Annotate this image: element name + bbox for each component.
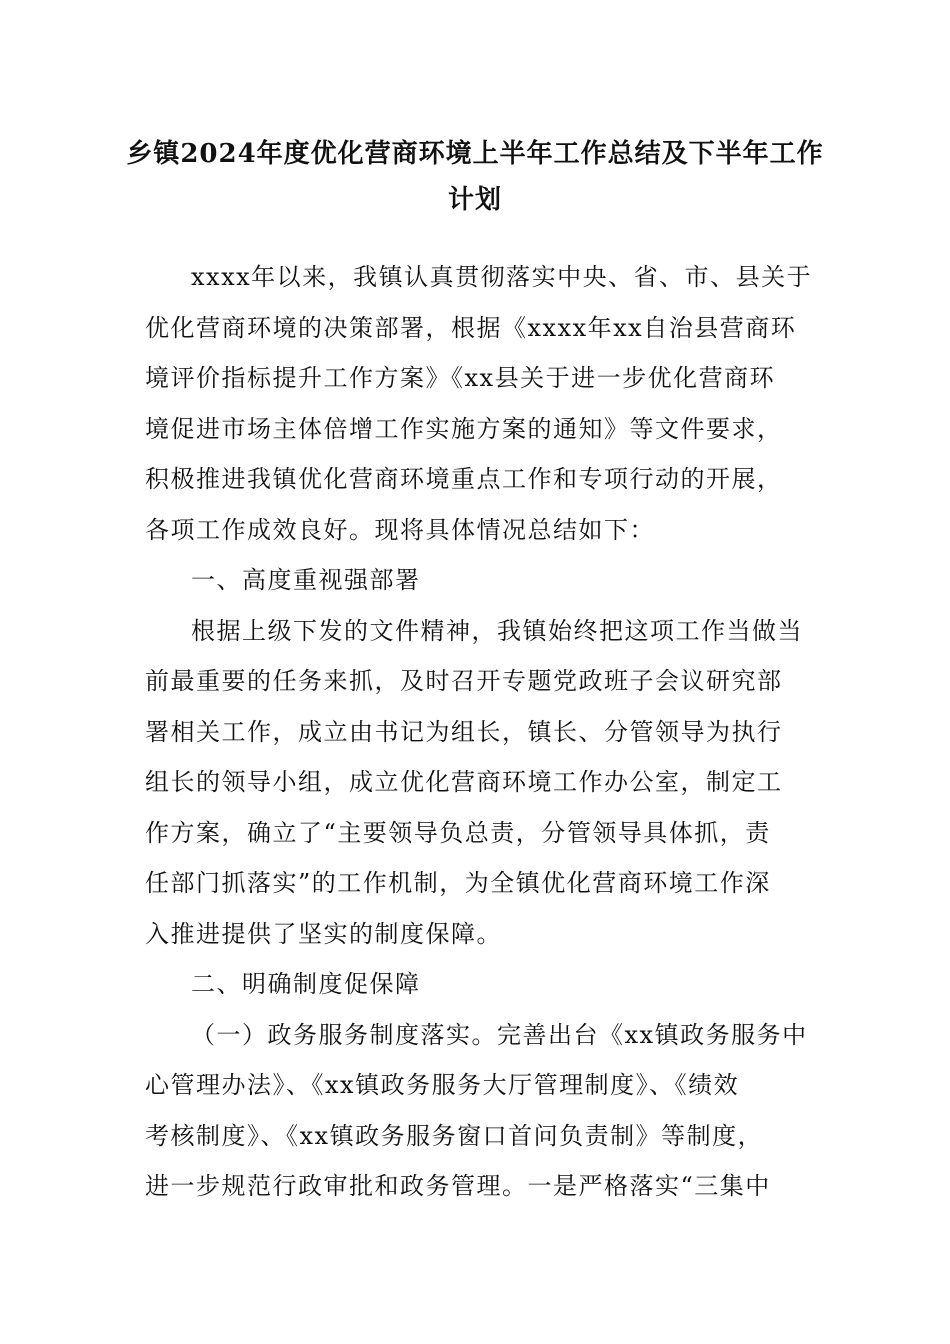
paragraph-section1-line: 入推进提供了坚实的制度保障。 — [145, 919, 502, 948]
paragraph-section1-line: 根据上级下发的文件精神，我镇始终把这项工作当做当 — [191, 616, 803, 645]
paragraph-section1-line: 前最重要的任务来抓，及时召开专题党政班子会议研究部 — [145, 667, 783, 695]
paragraph-intro-line: xxxx年以来，我镇认真贯彻落实中央、省、市、县关于 — [191, 263, 813, 291]
paragraph-intro-line: 境促进市场主体倍增工作实施方案的通知》等文件要求， — [145, 414, 783, 443]
paragraph-intro-line: 优化营商环境的决策部署，根据《xxxx年xx自治县营商环 — [145, 313, 797, 342]
paragraph-section2-line: 考核制度》、《xx镇政务服务窗口首问负责制》等制度， — [145, 1121, 764, 1150]
paragraph-section2-line: （一）政务服务制度落实。完善出台《xx镇政务服务中 — [191, 1020, 808, 1049]
paragraph-section1-line: 组长的领导小组，成立优化营商环境工作办公室，制定工 — [145, 768, 783, 796]
paragraph-section1-line: 任部门抓落实”的工作机制，为全镇优化营商环境工作深 — [145, 869, 771, 897]
paragraph-intro-line: 境评价指标提升工作方案》《xx县关于进一步优化营商环 — [145, 364, 776, 392]
paragraph-intro-line: 各项工作成效良好。现将具体情况总结如下： — [145, 515, 655, 544]
document-title-line-2: 计划 — [447, 185, 502, 215]
paragraph-intro-line: 积极推进我镇优化营商环境重点工作和专项行动的开展， — [145, 465, 783, 493]
document-body — [145, 252, 825, 1212]
section-heading-1: 一、高度重视强部署 — [191, 566, 421, 594]
paragraph-section2-line: 进一步规范行政审批和政务管理。一是严格落实“三集中 — [145, 1172, 771, 1200]
document-title-line-1: 乡镇2024年度优化营商环境上半年工作总结及下半年工作 — [126, 139, 824, 169]
paragraph-section2-line: 心管理办法》、《xx镇政务服务大厅管理制度》、《绩效 — [145, 1071, 740, 1099]
paragraph-section1-line: 署相关工作，成立由书记为组长，镇长、分管领导为执行 — [145, 717, 783, 746]
section-heading-2: 二、明确制度促保障 — [191, 970, 421, 998]
paragraph-section1-line: 作方案，确立了“主要领导负总责，分管领导具体抓，责 — [145, 818, 771, 847]
